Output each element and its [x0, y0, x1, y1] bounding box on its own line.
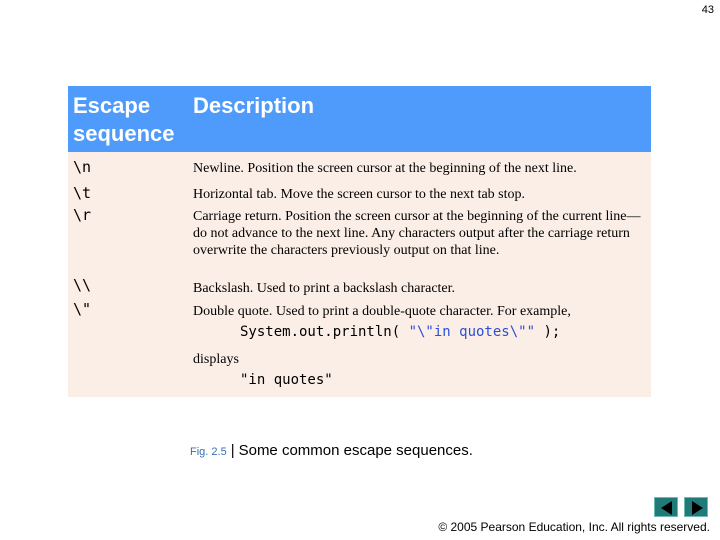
description-double-quote: Double quote. Used to print a double-quote character. For example,: [193, 304, 571, 319]
figure-caption: [190, 442, 473, 460]
figure-number: Fig. 2.5: [190, 446, 227, 458]
example-code: [240, 324, 560, 340]
example-code-suffix: );: [535, 324, 561, 340]
description-newline: Newline. Position the screen cursor at the beginning of the next line.: [193, 161, 577, 176]
header-description: Description: [193, 93, 315, 118]
caption-text: Some common escape sequences.: [238, 442, 473, 459]
displays-label: displays: [193, 352, 239, 367]
sequence-backslash: \\: [73, 276, 92, 294]
previous-slide-button[interactable]: [654, 497, 678, 517]
header-escape-sequence: Escape sequence: [73, 93, 175, 146]
triangle-left-icon: [661, 501, 672, 515]
triangle-right-icon: [692, 501, 703, 515]
caption-separator: |: [230, 442, 235, 459]
copyright-notice: © 2005 Pearson Education, Inc. All rights reserved.: [438, 520, 710, 534]
page-number: 43: [701, 4, 714, 16]
description-backslash: Backslash. Used to print a backslash character.: [193, 281, 456, 296]
sequence-tab: \t: [73, 184, 92, 202]
next-slide-button[interactable]: [684, 497, 708, 517]
sequence-double-quote: \": [73, 300, 92, 318]
description-tab: Horizontal tab. Move the screen cursor to the next tab stop.: [193, 187, 526, 202]
sequence-carriage-return: \r: [73, 206, 92, 224]
example-output: "in quotes": [240, 372, 333, 388]
description-carriage-return: Carriage return. Position the screen cursor at the beginning of the current line—do not advance to the next line. Any characters output after the carriage return overwrite the characters previously output on that line.: [193, 209, 641, 258]
example-code-string: "\"in quotes\"": [408, 324, 536, 340]
escape-sequence-table: [68, 86, 651, 397]
table-header: [68, 86, 651, 152]
example-code-prefix: System.out.println(: [240, 324, 409, 340]
sequence-newline: \n: [73, 158, 92, 176]
